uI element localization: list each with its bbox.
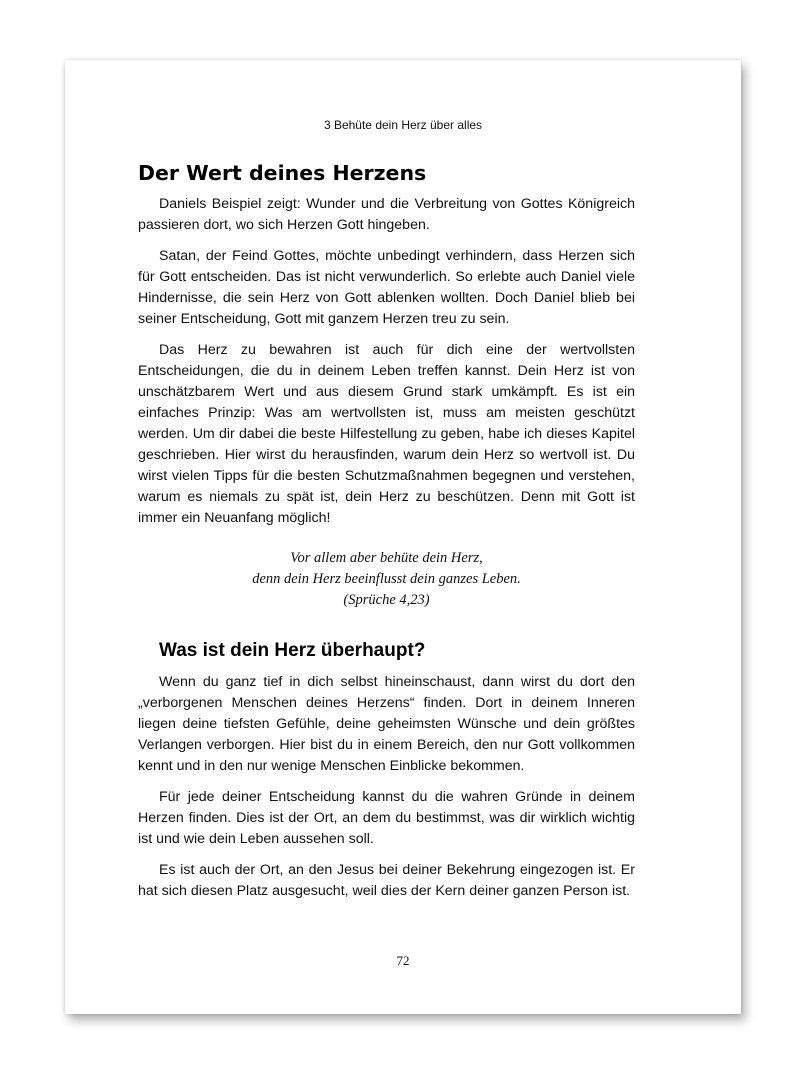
page-number: 72: [396, 953, 410, 968]
subsection-title: Was ist dein Herz überhaupt?: [159, 640, 426, 661]
quote-line: Vor allem aber behüte dein Herz,: [290, 550, 483, 566]
running-header: 3 Behüte dein Herz über alles: [323, 118, 483, 132]
paragraph: Wenn du ganz tief in dich selbst hineinschaust, dann wirst du dort den „verborgenen Menschen deines Herzens“ finden. Dort in deinem Inneren liegen deine tiefsten Gefühle, deine geheimsten Wünsche und dein größtes Verlangen verborgen. Hier bist du in einem Bereich, den nur Gott vollkommen kennt und in den nur wenige Menschen Einblicke bekommen.: [138, 674, 635, 774]
paragraph: Es ist auch der Ort, an den Jesus bei deiner Bekehrung eingezogen ist. Er hat sich diesen Platz ausgesucht, weil dies der Kern deiner ganzen Person ist.: [138, 862, 635, 899]
paragraph: Das Herz zu bewahren ist auch für dich eine der wertvollsten Entscheidungen, die du in deinem Leben treffen kannst. Dein Herz ist von unschätzbarem Wert und aus diesem Grund stark umkämpft. Es ist ein einfaches Prinzip: Was am wertvollsten ist, muss am meisten geschützt werden. Um dir dabei die beste Hilfestellung zu geben, habe ich dieses Kapitel geschrieben. Hier wirst du herausfinden, warum dein Herz so wertvoll ist. Du wirst vielen Tipps für die besten Schutzmaßnahmen begegnen und verstehen, warum es niemals zu spät ist, dein Herz zu beschützen. Denn mit Gott ist immer ein Neuanfang möglich!: [138, 342, 635, 526]
book-page: [65, 60, 741, 1014]
paragraph: Daniels Beispiel zeigt: Wunder und die Verbreitung von Gottes Königreich passieren dort, wo sich Herzen Gott hingeben.: [138, 196, 635, 233]
bible-quote: [138, 548, 635, 611]
quote-reference: (Sprüche 4,23): [343, 592, 430, 608]
paragraph: Satan, der Feind Gottes, möchte unbedingt verhindern, dass Herzen sich für Gott entscheiden. Das ist nicht verwunderlich. So erlebte auch Daniel viele Hindernisse, die sein Herz von Gott ablenken wollten. Doch Daniel blieb bei seiner Entscheidung, Gott mit ganzem Herzen treu zu sein.: [138, 248, 635, 327]
page-content: [138, 160, 635, 912]
section-title: Der Wert deines Herzens: [138, 161, 427, 185]
quote-line: denn dein Herz beeinflusst dein ganzes Leben.: [252, 571, 521, 587]
paragraph: Für jede deiner Entscheidung kannst du die wahren Gründe in deinem Herzen finden. Dies ist der Ort, an dem du bestimmst, was dir wirklich wichtig ist und wie dein Leben aussehen soll.: [138, 789, 635, 847]
